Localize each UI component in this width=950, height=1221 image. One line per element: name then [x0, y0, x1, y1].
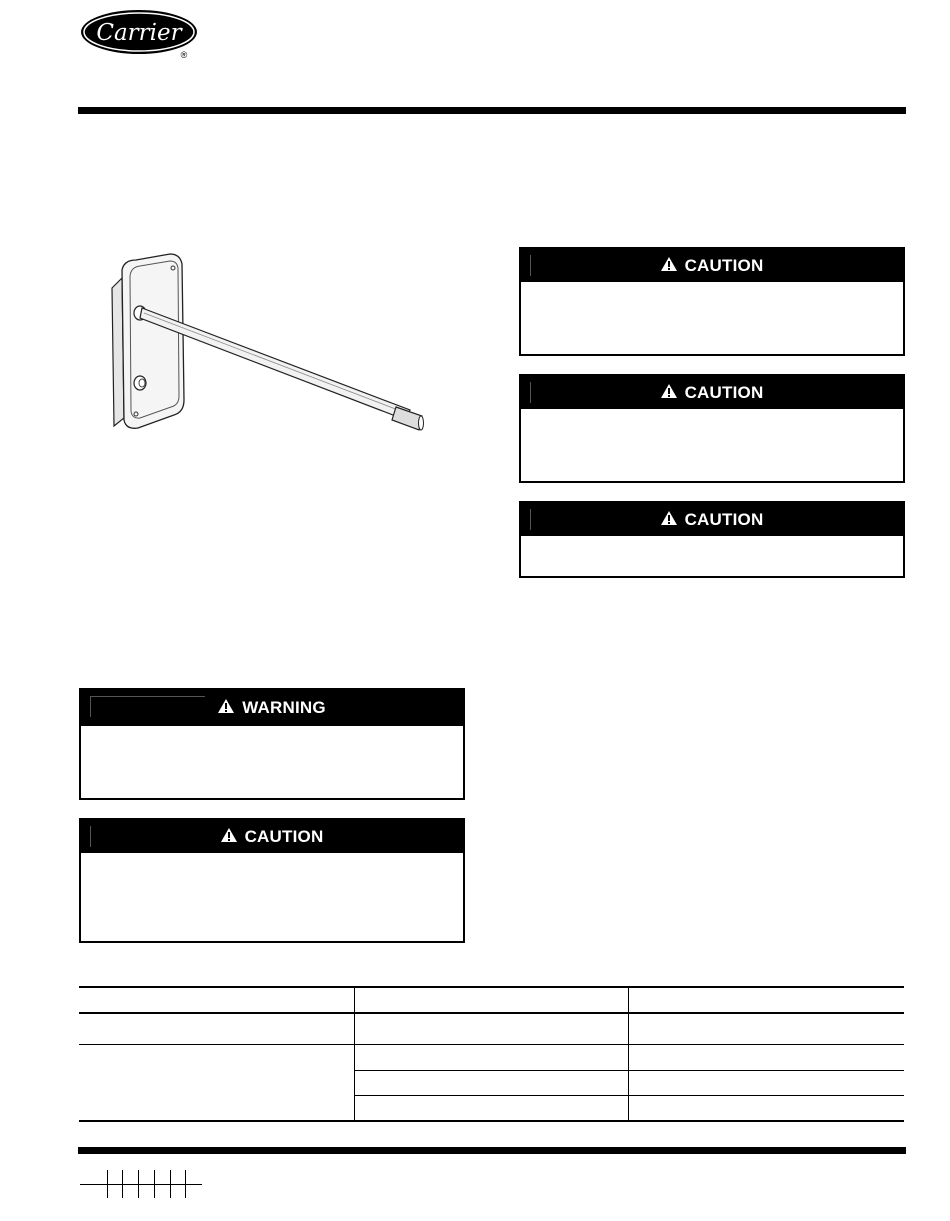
table-header-rule: [79, 1012, 904, 1014]
caution-title: CAUTION: [684, 509, 764, 529]
caution-header: [521, 249, 903, 282]
sensor-probe-illustration: [100, 250, 440, 440]
header-rule: [78, 107, 906, 114]
warning-triangle-icon: [661, 256, 677, 276]
caution-notice-3: [519, 501, 905, 578]
caution-notice-4: [79, 818, 465, 943]
caution-header: [521, 503, 903, 536]
caution-title: CAUTION: [684, 382, 764, 402]
table-row-rule: [355, 1070, 904, 1071]
footer-rule: [78, 1147, 906, 1154]
warning-triangle-icon: [661, 383, 677, 403]
warning-notice: [79, 688, 465, 800]
table-column-divider: [628, 986, 629, 1122]
registered-mark: ®: [180, 50, 188, 60]
brand-name: Carrier: [96, 20, 182, 46]
table-row-rule: [355, 1095, 904, 1096]
table-bottom-rule: [79, 1120, 904, 1122]
carrier-logo: [80, 8, 206, 60]
warning-title: WARNING: [242, 698, 326, 717]
caution-title: CAUTION: [244, 826, 324, 846]
caution-header: [521, 376, 903, 409]
caution-title: CAUTION: [684, 255, 764, 275]
caution-header: [81, 820, 463, 853]
warning-triangle-icon: [218, 698, 234, 718]
warning-triangle-icon: [221, 827, 237, 847]
table-column-divider: [354, 986, 355, 1122]
table-row-rule: [79, 1044, 904, 1045]
caution-notice-1: [519, 247, 905, 356]
warning-triangle-icon: [661, 510, 677, 530]
table-top-rule: [79, 986, 904, 988]
caution-notice-2: [519, 374, 905, 483]
warning-header: [81, 690, 463, 726]
